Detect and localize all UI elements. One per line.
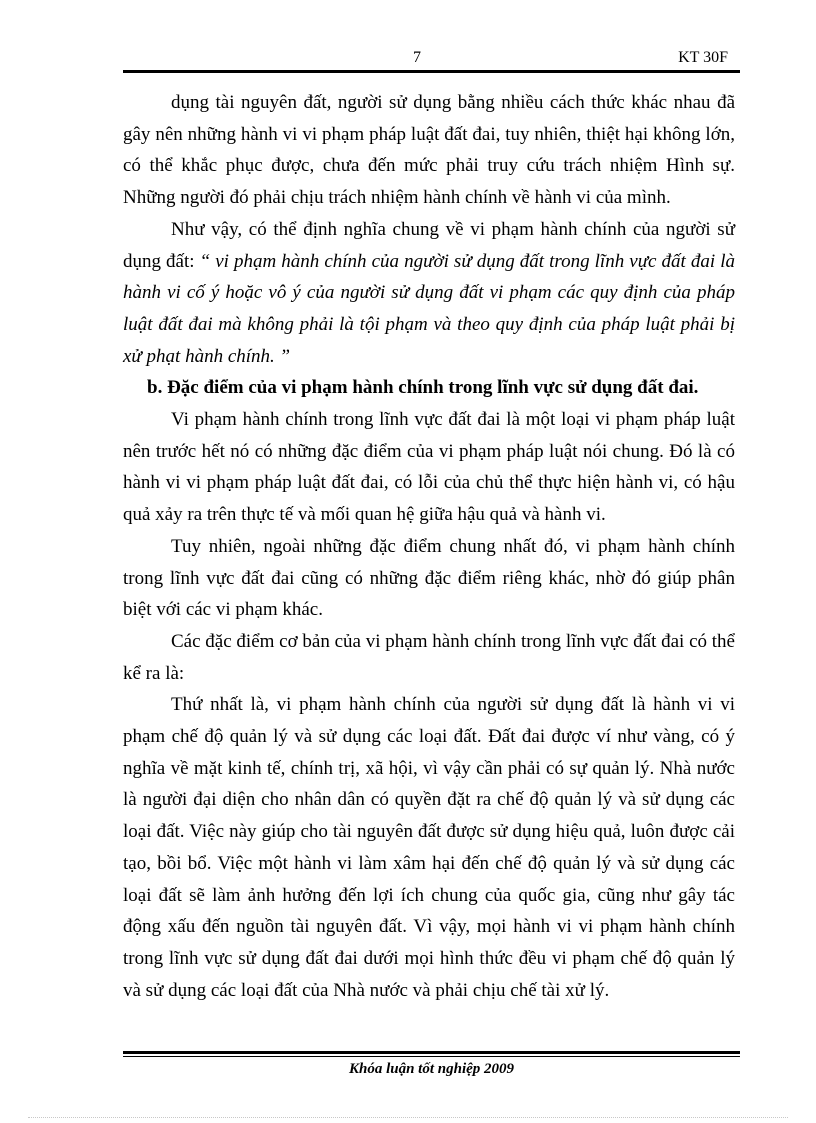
footer-title: Khóa luận tốt nghiệp 2009 (348, 1061, 515, 1077)
paragraph-3: Vi phạm hành chính trong lĩnh vực đất đai là một loại vi phạm pháp luật nên trước hết nó có những đặc điểm của vi phạm pháp luật nói chung. Đó là có hành vi vi phạm pháp luật đất đai, có lỗi của chủ thể thực hiện hành vi, có hậu quả xảy ra trên thực tế và mối quan hệ giữa hậu quả và hành vi. (123, 409, 735, 526)
footer-rule-thin (123, 1056, 740, 1057)
paragraph-5: Các đặc điểm cơ bản của vi phạm hành chính trong lĩnh vực đất đai có thể kể ra là: (123, 630, 735, 684)
paragraph-6: Thứ nhất là, vi phạm hành chính của người sử dụng đất là hành vi vi phạm chế độ quản lý và sử dụng các loại đất. Đất đai được ví như vàng, có ý nghĩa về mặt kinh tế, chính trị, xã hội, vì vậy cần phải có sự quản lý. Nhà nước là người đại diện cho nhân dân có quyền đặt ra chế độ quản lý và sử dụng các loại đất. Việc này giúp cho tài nguyên đất được sử dụng hiệu quả, luôn được cải tạo, bồi bổ. Việc một hành vi làm xâm hại đến chế độ quản lý và sử dụng các loại đất sẽ làm ảnh hưởng đến lợi ích chung của quốc gia, cũng như gây tác động xấu đến nguồn tài nguyên đất. Vì vậy, mọi hành vi vi phạm hành chính trong lĩnh vực sử dụng đất đai dưới mọi hình thức đều vi phạm chế độ quản lý và sử dụng các loại đất của Nhà nước và phải chịu chế tài xử lý. (123, 694, 735, 1001)
page-number: 7 (413, 49, 421, 66)
header-rule (123, 70, 740, 73)
paragraph-2 (123, 214, 735, 373)
paragraph-2-intro: Như vậy, có thể định nghĩa chung về vi phạm hành chính của người sử dụng đất: (123, 218, 735, 272)
page-header (123, 46, 740, 70)
document-body (123, 87, 735, 1006)
section-heading: b. Đặc điểm của vi phạm hành chính trong lĩnh vực sử dụng đất đai. (147, 377, 699, 399)
definition-quote: “ vi phạm hành chính của người sử dụng đất trong lĩnh vực đất đai là hành vi cố ý hoặc vô ý của người sử dụng đất vi phạm các quy định của pháp luật đất đai mà không phải là tội phạm và theo quy định của pháp luật phải bị xử phạt hành chính. ” (123, 250, 735, 367)
document-code: KT 30F (678, 49, 728, 66)
footer-rule-thick (123, 1051, 740, 1054)
page-edge-dots (28, 1117, 788, 1118)
paragraph-1: dụng tài nguyên đất, người sử dụng bằng nhiều cách thức khác nhau đã gây nên những hành vi vi phạm pháp luật đất đai, tuy nhiên, thiệt hại không lớn, có thể khắc phục được, chưa đến mức phải truy cứu trách nhiệm Hình sự. Những người đó phải chịu trách nhiệm hành chính về hành vi của mình. (123, 92, 735, 209)
paragraph-4: Tuy nhiên, ngoài những đặc điểm chung nhất đó, vi phạm hành chính trong lĩnh vực đất đai cũng có những đặc điểm riêng khác, nhờ đó giúp phân biệt với các vi phạm khác. (123, 535, 735, 621)
